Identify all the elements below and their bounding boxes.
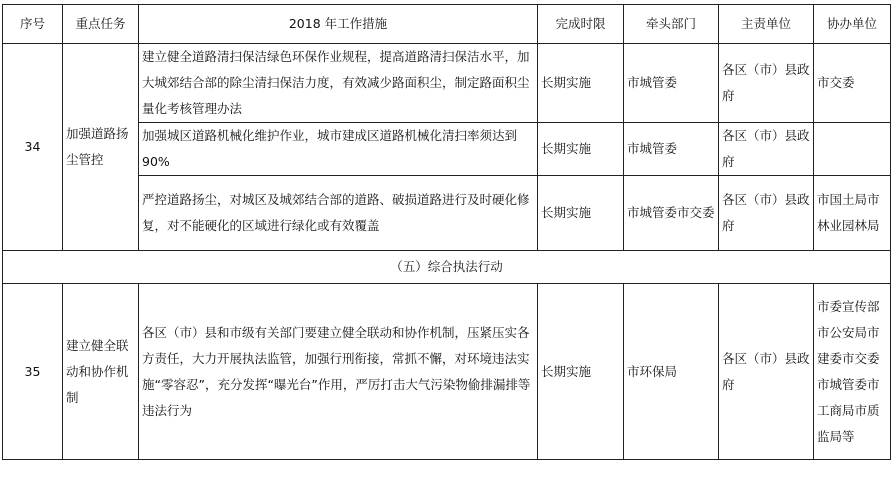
measure-cell: 严控道路扬尘，对城区及城郊结合部的道路、破损道路进行及时硬化修复，对不能硬化的区域进行绿化或有效覆盖 xyxy=(139,176,538,251)
header-seq: 序号 xyxy=(3,5,63,44)
measure-cell: 加强城区道路机械化维护作业，城市建成区道路机械化清扫率须达到 90% xyxy=(139,123,538,176)
header-measures: 2018 年工作措施 xyxy=(139,5,538,44)
table-row xyxy=(3,284,891,460)
header-row xyxy=(3,5,891,44)
assist-cell: 市交委 xyxy=(814,44,891,123)
work-measures-table xyxy=(2,4,891,460)
lead-cell: 市城管委 xyxy=(624,123,719,176)
responsible-cell: 各区（市）县政府 xyxy=(719,284,814,460)
row-seq: 35 xyxy=(3,284,63,460)
header-lead: 牵头部门 xyxy=(624,5,719,44)
row-seq: 34 xyxy=(3,44,63,251)
row-task: 加强道路扬尘管控 xyxy=(63,44,139,251)
measure-cell: 建立健全道路清扫保洁绿色环保作业规程，提高道路清扫保洁水平，加大城郊结合部的除尘清扫保洁力度，有效减少路面积尘，制定路面积尘量化考核管理办法 xyxy=(139,44,538,123)
deadline-cell: 长期实施 xyxy=(538,284,624,460)
table-row xyxy=(3,44,891,123)
assist-cell: 市委宣传部市公安局市建委市交委市城管委市工商局市质监局等 xyxy=(814,284,891,460)
header-responsible: 主责单位 xyxy=(719,5,814,44)
header-task: 重点任务 xyxy=(63,5,139,44)
assist-cell xyxy=(814,123,891,176)
row-task: 建立健全联动和协作机制 xyxy=(63,284,139,460)
deadline-cell: 长期实施 xyxy=(538,44,624,123)
responsible-cell: 各区（市）县政府 xyxy=(719,123,814,176)
deadline-cell: 长期实施 xyxy=(538,176,624,251)
header-assist: 协办单位 xyxy=(814,5,891,44)
assist-cell: 市国土局市林业园林局 xyxy=(814,176,891,251)
section-row xyxy=(3,251,891,284)
lead-cell: 市城管委 xyxy=(624,44,719,123)
measure-cell: 各区（市）县和市级有关部门要建立健全联动和协作机制，压紧压实各方责任，大力开展执法监管，加强行刑衔接，常抓不懈，对环境违法实施“零容忍”，充分发挥“曝光台”作用，严厉打击大气污染物偷排漏排等违法行为 xyxy=(139,284,538,460)
responsible-cell: 各区（市）县政府 xyxy=(719,44,814,123)
lead-cell: 市城管委市交委 xyxy=(624,176,719,251)
lead-cell: 市环保局 xyxy=(624,284,719,460)
deadline-cell: 长期实施 xyxy=(538,123,624,176)
header-deadline: 完成时限 xyxy=(538,5,624,44)
section-title: （五）综合执法行动 xyxy=(3,251,891,284)
responsible-cell: 各区（市）县政府 xyxy=(719,176,814,251)
